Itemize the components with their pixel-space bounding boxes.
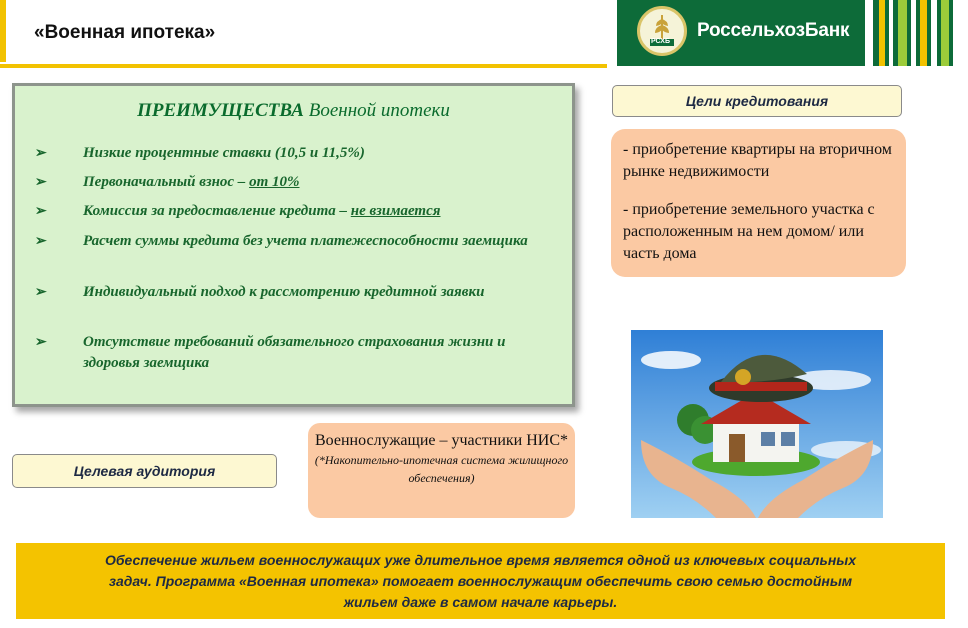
credit-goals-box (611, 129, 906, 277)
audience-footnote: (*Накопительно-ипотечная система жилищного обеспечения) (314, 453, 569, 485)
bank-emblem-icon: РСХБ (637, 6, 687, 56)
audience-main-text: Военнослужащие – участники НИС* (315, 432, 568, 449)
advantages-title: ПРЕИМУЩЕСТВА Военной ипотеки (137, 100, 450, 121)
header-divider (0, 64, 607, 68)
summary-banner (16, 543, 945, 619)
advantages-panel: ПРЕИМУЩЕСТВА Военной ипотеки ➢ Низкие процентные ставки (10,5 и 11,5%) ➢ Первоначальный взнос – от 10% ➢ Комиссия за предоставление кредита – не взимается ➢ Расчет суммы кредита без учета платежеспособности заемщика ➢ Индивидуальный подход к рассмотрению кредитной заявки ➢ Отсутствие требований обязательного страхования жизни и здоровья заемщика (12, 83, 575, 407)
credit-goal-item: - приобретение квартиры на вторичном рынке недвижимости (623, 141, 892, 180)
house-in-hands-image (631, 330, 883, 518)
bank-logo (617, 0, 968, 66)
bank-name: РоссельхозБанк (697, 20, 850, 41)
credit-goal-item: - приобретение земельного участка с расположенным на нем домом/ или часть дома (623, 201, 875, 262)
page-title: «Военная ипотека» (34, 22, 216, 43)
target-audience-header: Целевая аудитория (12, 454, 277, 488)
arrow-bullet-icon: ➢ (35, 146, 47, 161)
target-audience-box (308, 423, 575, 518)
arrow-bullet-icon: ➢ (35, 335, 47, 350)
arrow-bullet-icon: ➢ (35, 175, 47, 190)
summary-line: Обеспечение жильем военнослужащих уже длительное время является одной из ключевых социальных (104, 552, 857, 568)
header-accent-bar (0, 0, 6, 62)
summary-line: жильем даже в самом начале карьеры. (343, 594, 618, 610)
arrow-bullet-icon: ➢ (35, 234, 47, 249)
credit-goals-header: Цели кредитования (612, 85, 902, 117)
summary-line: задач. Программа «Военная ипотека» помогает военнослужащим обеспечить свою семью достойным (108, 573, 853, 589)
arrow-bullet-icon: ➢ (35, 285, 47, 300)
arrow-bullet-icon: ➢ (35, 204, 47, 219)
